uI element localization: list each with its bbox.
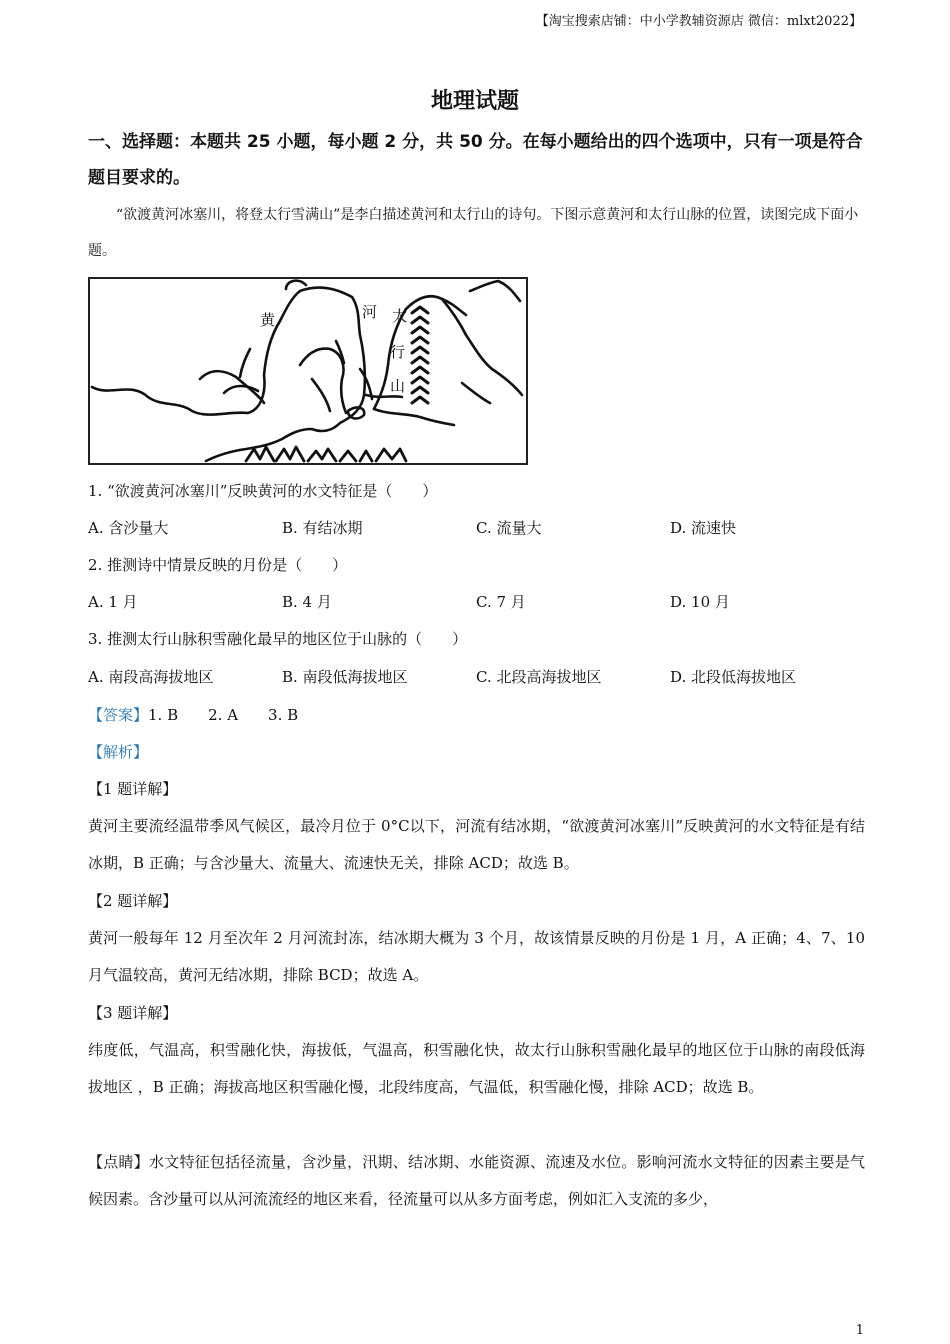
answer-label: 【答案】 xyxy=(88,706,149,724)
detail-3-text: 纬度低，气温高，积雪融化快，海拔低，气温高，积雪融化快，故太行山脉积雪融化最早的地区位于山脉的南段低海拔地区 ，B 正确；海拔高地区积雪融化慢，北段纬度高，气温低，积雪融化慢，排除 ACD；故选 B。 xyxy=(88,1041,865,1096)
page-number: 1 xyxy=(855,1323,864,1338)
page-header: 【淘宝搜索店铺：中小学教辅资源店 微信：mlxt2022】 xyxy=(535,14,862,29)
question-3-option-c: C. 北段高海拔地区 xyxy=(476,668,602,686)
comment-text: 水文特征包括径流量，含沙量，汛期、结冰期、水能资源、流速及水位。影响河流水文特征的因素主要是气候因素。含沙量可以从河流流经的地区来看，径流量可以从多方面考虑，例如汇入支流的多少， xyxy=(88,1153,865,1208)
map-label-huang: 黄 xyxy=(260,311,276,329)
analysis-label: 【解析】 xyxy=(88,743,149,761)
map-label-he: 河 xyxy=(362,303,378,321)
detail-3-heading: 【3 题详解】 xyxy=(88,1004,178,1022)
question-1-option-b: B. 有结冰期 xyxy=(282,519,363,537)
question-2-option-b: B. 4 月 xyxy=(282,593,332,611)
question-2-option-a: A. 1 月 xyxy=(88,593,138,611)
page-title: 地理试题 xyxy=(430,89,519,114)
question-2-option-d: D. 10 月 xyxy=(670,593,730,611)
yellow-river-map xyxy=(88,277,528,465)
question-2-stem: 2. 推测诗中情景反映的月份是（ ） xyxy=(88,556,348,574)
intro-paragraph: “欲渡黄河冰塞川，将登太行雪满山”是李白描述黄河和太行山的诗句。下图示意黄河和太行山脉的位置，读图完成下面小题。 xyxy=(88,207,859,259)
question-3-option-a: A. 南段高海拔地区 xyxy=(88,668,214,686)
answer-line xyxy=(88,704,298,725)
question-3-stem: 3. 推测太行山脉积雪融化最早的地区位于山脉的（ ） xyxy=(88,630,468,648)
question-3-option-b: B. 南段低海拔地区 xyxy=(282,668,408,686)
question-1-option-c: C. 流量大 xyxy=(476,519,542,537)
question-3-option-d: D. 北段低海拔地区 xyxy=(670,668,797,686)
question-2-option-c: C. 7 月 xyxy=(476,593,526,611)
detail-1-heading: 【1 题详解】 xyxy=(88,780,178,798)
detail-2-heading: 【2 题详解】 xyxy=(88,892,178,910)
map-drawing xyxy=(90,279,526,463)
map-label-hang: 行 xyxy=(390,343,406,361)
section-heading: 一、选择题：本题共 25 小题，每小题 2 分，共 50 分。在每小题给出的四个选项中，只有一项是符合题目要求的。 xyxy=(88,132,863,188)
detail-2-text: 黄河一般每年 12 月至次年 2 月河流封冻，结冰期大概为 3 个月，故该情景反映的月份是 1 月，A 正确；4、7、10 月气温较高，黄河无结冰期，排除 BCD；故选 A。 xyxy=(88,929,865,984)
question-1-option-d: D. 流速快 xyxy=(670,519,737,537)
question-1-stem: 1. “欲渡黄河冰塞川”反映黄河的水文特征是（ ） xyxy=(88,482,438,500)
detail-1-text: 黄河主要流经温带季风气候区，最冷月位于 0°C以下，河流有结冰期，“欲渡黄河冰塞川”反映黄河的水文特征是有结冰期，B 正确；与含沙量大、流量大、流速快无关，排除 ACD；故选 B。 xyxy=(88,817,865,872)
question-1-option-a: A. 含沙量大 xyxy=(88,519,169,537)
map-label-tai: 太 xyxy=(392,307,408,325)
answer-values: 1. B 2. A 3. B xyxy=(148,706,299,724)
comment-paragraph xyxy=(88,1144,865,1218)
map-label-shan: 山 xyxy=(390,377,406,395)
comment-label: 【点睛】 xyxy=(88,1153,149,1171)
